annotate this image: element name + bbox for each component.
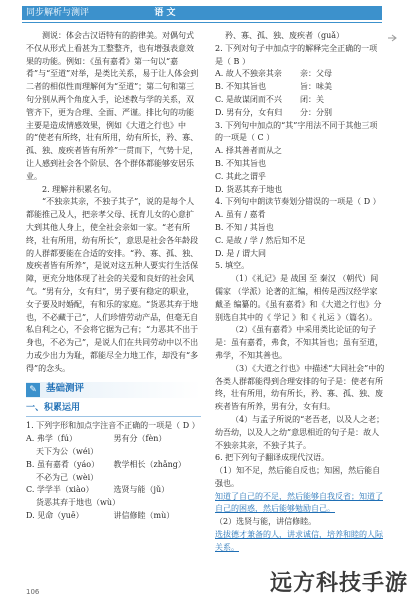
q2-a-text: A. 故人不独亲其亲	[215, 69, 282, 79]
section-banner	[26, 382, 201, 398]
q5-part-2: （2）《虽有嘉肴》中采用类比论证的句子是：虽有嘉肴，弗食，不知其旨也；虽有至道，弗学，不知其善也。	[215, 325, 383, 360]
subject-label: 语 文	[154, 8, 176, 18]
q2-option-a	[215, 68, 385, 81]
question-2: 2. 下列对句子中加点字的解释完全正确的一项是（ B ）	[215, 43, 378, 66]
option-c: C. 学学半（xiào）	[26, 485, 94, 495]
q5-part-4: （4）与孟子所说的“老吾老，以及人之老；幼吾幼，以及人之幼”意思相近的句子是：故人不独亲其亲，不独子其子。	[215, 414, 385, 450]
option-c-2: 选贤与能（jǔ）	[113, 485, 170, 495]
q3-option-b: B. 不知其旨也	[215, 158, 266, 168]
q4-option-c: C. 是故 / 学 / 然后知不足	[215, 235, 306, 245]
q2-c-text: C. 是故谋闭而不兴	[215, 94, 282, 104]
option-d-2: 讲信修睦（mù）	[113, 510, 175, 520]
option-row	[26, 484, 201, 497]
analysis-paragraph-2: “不独亲其亲，不独子其子”，说的是每个人都能推己及人，把亲孝父母、抚育儿女的心意扩大到其他人身上，使全社会亲如一家。“老有所终，壮有所用，幼有所长”，意思是社会各年龄段的人群都要能在合适的安排。“矜、寡、孤、独、废疾者皆有所养”，是说对这五种人要实行生活保障，更充分地体现了社会的关爱和良好的社会风气。“男有分，女有归”，男子要有稳定的职业，女子要及时婚配，有和乐的家庭。“货恶其弃于地也，不必藏于己”，人们珍惜劳动产品，但毫无自私自利之心，不会将它据为己有；“力恶其不出于身也，不必为己”，是说人们在共同劳动中以不出力或少出力为耻，都能尽全力地工作，却没有“多得”的念头。	[26, 197, 199, 373]
q6-part-2-answer: 选拔德才兼备的人，讲求诚信，培养和睦的人际关系。	[215, 530, 383, 552]
question-6: 6. 把下列句子翻译成现代汉语。	[215, 453, 330, 463]
q3-option-c: C. 其此之谓乎	[215, 171, 266, 181]
question-4: 4. 下列句中朗读节奏划分错误的一项是（ D ）	[215, 197, 381, 207]
option-b-2: 教学相长（zhǎng）	[113, 459, 186, 469]
q5-part-3: （3）《大道之行也》中描述“大同社会”中的各类人群都能得到合理安排的句子是：使老有所终，壮有所用，幼有所长，矜、寡、孤、独、废疾者皆有所养，男有分，女有归。	[215, 363, 385, 412]
q6-part-1: （1）知不足，然后能自反也；知困，然后能自强也。	[215, 466, 381, 488]
option-row	[26, 472, 201, 485]
subsection-divider	[26, 416, 201, 417]
option-a: A. 弗学（fú）	[26, 434, 77, 444]
q6-part-1-answer: 知道了自己的不足，然后能够自我反省；知道了自己的困惑，然后能够勉励自己。	[215, 491, 383, 514]
option-b: B. 虽有嘉肴（yáo）	[26, 459, 100, 469]
question-1-options	[26, 433, 201, 523]
section-title: 基础测评	[46, 382, 85, 394]
header-divider	[22, 22, 382, 23]
q4-option-d: D. 是 / 谓大同	[215, 248, 266, 258]
option-row	[26, 459, 201, 472]
q2-b-gloss: 旨：味美	[300, 82, 332, 92]
analysis-paragraph-1: 测说：体会古汉语特有的韵律美。对偶句式不仅从形式上看甚为工整整齐，也有增强表意效果的功能。例如：《虽有嘉肴》第一句以“嘉肴”与“至道”对举，是类比关系，易于让人体会到二者的相似性而理解何为“至道”；第二句和第三句分别从两个角度入手，论述教与学的关系，双管齐下，更为合理、全面、严谨。排比句的功能主要是造成情感效果，例如《大道之行也》中的“使老有所终，壮有所用，幼有所长，矜、寡、孤、独、废疾者皆有所养”一贯而下，气势十足，让人感到社会各个阶层、各个群体都能够安居乐业。	[26, 31, 199, 181]
book-title: 同步解析与测评	[26, 8, 90, 18]
option-row	[26, 433, 201, 446]
question-3: 3. 下列句中加点的“其”字用法不同于其他三项的一项是（ C ）	[215, 120, 378, 143]
page-number: 106	[26, 588, 40, 596]
option-b-3: 不必为己（wèi）	[36, 472, 99, 482]
page-header	[0, 0, 416, 28]
option-d-continued: 矜、寡、孤、独、废疾者（guǎ）	[225, 31, 345, 40]
q2-option-b	[215, 81, 385, 94]
q2-b-text: B. 不知其旨也	[215, 82, 266, 92]
option-row	[26, 497, 201, 510]
arrow-icon	[388, 34, 398, 42]
option-d: D. 见命（yuē）	[26, 510, 84, 520]
option-row	[26, 510, 201, 523]
option-row	[26, 446, 201, 459]
left-column	[26, 30, 201, 523]
option-a-3: 天下为公（wéi）	[36, 446, 99, 456]
q2-a-gloss: 亲：父母	[300, 69, 332, 79]
q4-option-a: A. 虽有 / 嘉肴	[215, 210, 266, 220]
option-c-3: 货恶其弃于地也（wù）	[36, 498, 120, 508]
q3-option-d: D. 货恶其弃于地也	[215, 184, 283, 194]
watermark-text: 远方科技手游	[269, 571, 408, 596]
q2-option-c	[215, 94, 385, 107]
option-a-2: 男有分（fèn）	[113, 434, 167, 444]
q2-d-text: D. 男有分，女有归	[215, 107, 283, 117]
question-5: 5. 填空。	[215, 261, 250, 271]
q6-part-2: （2）选贤与能，讲信修睦。	[215, 517, 317, 527]
pencil-icon: ✎	[26, 383, 40, 397]
right-column	[215, 30, 385, 555]
q2-d-gloss: 分：分别	[300, 107, 332, 117]
q2-c-gloss: 闭：关	[300, 94, 324, 104]
q3-option-a: A. 择其善者而从之	[215, 146, 282, 156]
question-1: 1. 下列字形和加点字注音不正确的一项是（ D ）	[26, 421, 200, 431]
analysis-heading-2: 2. 理解并积累名句。	[42, 184, 117, 194]
subsection-title: 一、积累运用	[26, 402, 81, 413]
q4-option-b: B. 不知 / 其旨也	[215, 222, 274, 232]
q2-option-d	[215, 107, 385, 120]
q5-part-1: （1）《礼记》是 战国 至 秦汉 （朝代）间儒家 （学派）论著的汇编，相传是西汉经学家 戴圣 编纂的。《虽有嘉肴》和《大道之行也》分别选自其中的《 学记 》和《 礼运 》（篇名）。	[215, 274, 382, 322]
